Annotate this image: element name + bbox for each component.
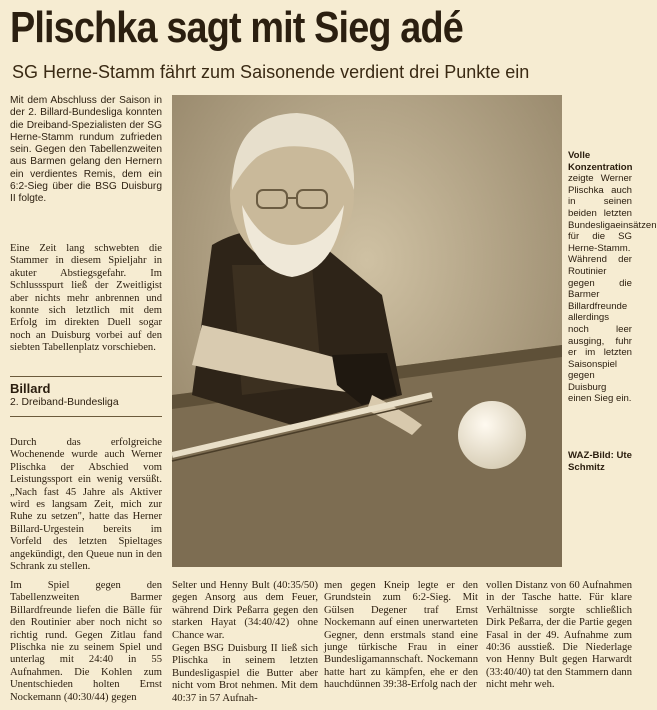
body-paragraph-7: men gegen Kneip legte er den Grundstein zum 6:2-Sieg. Mit Gülsen Degener traf Ernst Nockemann auf einen unerwarteten Gegner, denn erstmals stand eine junge türkische Frau in einer Bundesligamannschaft. Nockemann hatte hart zu kämpfen, ehe er den hauchdünnen 39:38-Erfolg nach der <box>324 580 478 691</box>
intro-paragraph: Mit dem Abschluss der Saison in der 2. Billard-Bundesliga konnten die Dreiband-Spezialisten der SG Herne-Stamm rundum zufrieden sein. Gegen den Tabellenzweiten aus Barmen gelang den Hernern ein verdientes Remis, dem ein 6:2-Sieg über die BSG Duisburg II folgte. <box>10 95 162 205</box>
rubric-title: Billard <box>10 381 51 396</box>
billiard-player-photo <box>172 95 562 567</box>
photo-credit: WAZ-Bild: Ute Schmitz <box>568 450 632 473</box>
body-paragraph-8: vollen Distanz von 60 Aufnahmen in der Tasche hatte. Für klare Verhältnisse sorgte schließlich Dirk Peßarra, der die Partie gegen Fasal in der 49. Aufnahme zum 40:36 ausstieß. Die Niederlage von Henny Bult gegen Harwardt (33:40/40) tat den Stammern dann nicht mehr weh. <box>486 580 632 691</box>
rubric-divider-bottom <box>10 416 162 417</box>
rubric-divider-top <box>10 376 162 377</box>
caption-text: zeigte Werner Plischka auch in seinen beiden letzten Bundesligaeinsätzen für die SG Herne-Stamm. Während der Routinier gegen die Barmer Billardfreunde allerdings noch leer ausging, fuhr er im letzten Saisonspiel gegen Duisburg einen Sieg ein. <box>568 173 657 405</box>
caption-lead: Volle Konzentration <box>568 150 633 173</box>
headline: Plischka sagt mit Sieg adé <box>10 3 463 52</box>
body-paragraph-4: Im Spiel gegen den Tabellenzweiten Barmer Billardfreunde liefen die Bälle für den Routinier aber noch nicht so richtig rund. Gegen Zitlau fand Plischka nie zu seinem Spiel und unterlag mit 24:40 in 55 Aufnahmen. Die Kohlen zum Unentschieden holten Ernst Nockemann (40:30/44) gegen <box>10 580 162 703</box>
body-paragraph-2: Eine Zeit lang schwebten die Stammer in diesem Spieljahr in akuter Abstiegsgefahr. Im Schlussspurt ließ der Zweitligist aber nichts mehr anbrennen und konnte sich letztlich mit dem Erfolg im direkten Duell sogar noch an Duisburg vorbei auf den siebten Tabellenplatz vorschieben. <box>10 243 162 354</box>
subheadline: SG Herne-Stamm fährt zum Saisonende verdient drei Punkte ein <box>12 62 530 82</box>
photo-caption <box>568 150 657 405</box>
body-paragraph-3: Durch das erfolgreiche Wochenende wurde auch Werner Plischka der Abschied vom Leistungssport ein wenig versüßt. „Nach fast 45 Jahre als Aktiver wird es langsam Zeit, mich zur Ruhe zu setzen", hatte das Herner Billard-Urgestein bereits im Vorfeld des letzten Spieltages angekündigt, den Queue nun in den Schrank zu stellen. <box>10 437 162 573</box>
rubric-subtitle: 2. Dreiband-Bundesliga <box>10 397 119 408</box>
body-paragraph-6: Gegen BSG Duisburg II ließ sich Plischka in seinem letzten Bundesligaspiel die Butter aber nicht vom Brot nehmen. Mit dem 40:37 in 57 Aufnah- <box>172 643 318 704</box>
body-paragraph-5: Selter und Henny Bult (40:35/50) gegen Ansorg aus dem Feuer, während Dirk Peßarra gegen den starken Hayat (34:40/42) ohne Chance war. <box>172 580 318 641</box>
